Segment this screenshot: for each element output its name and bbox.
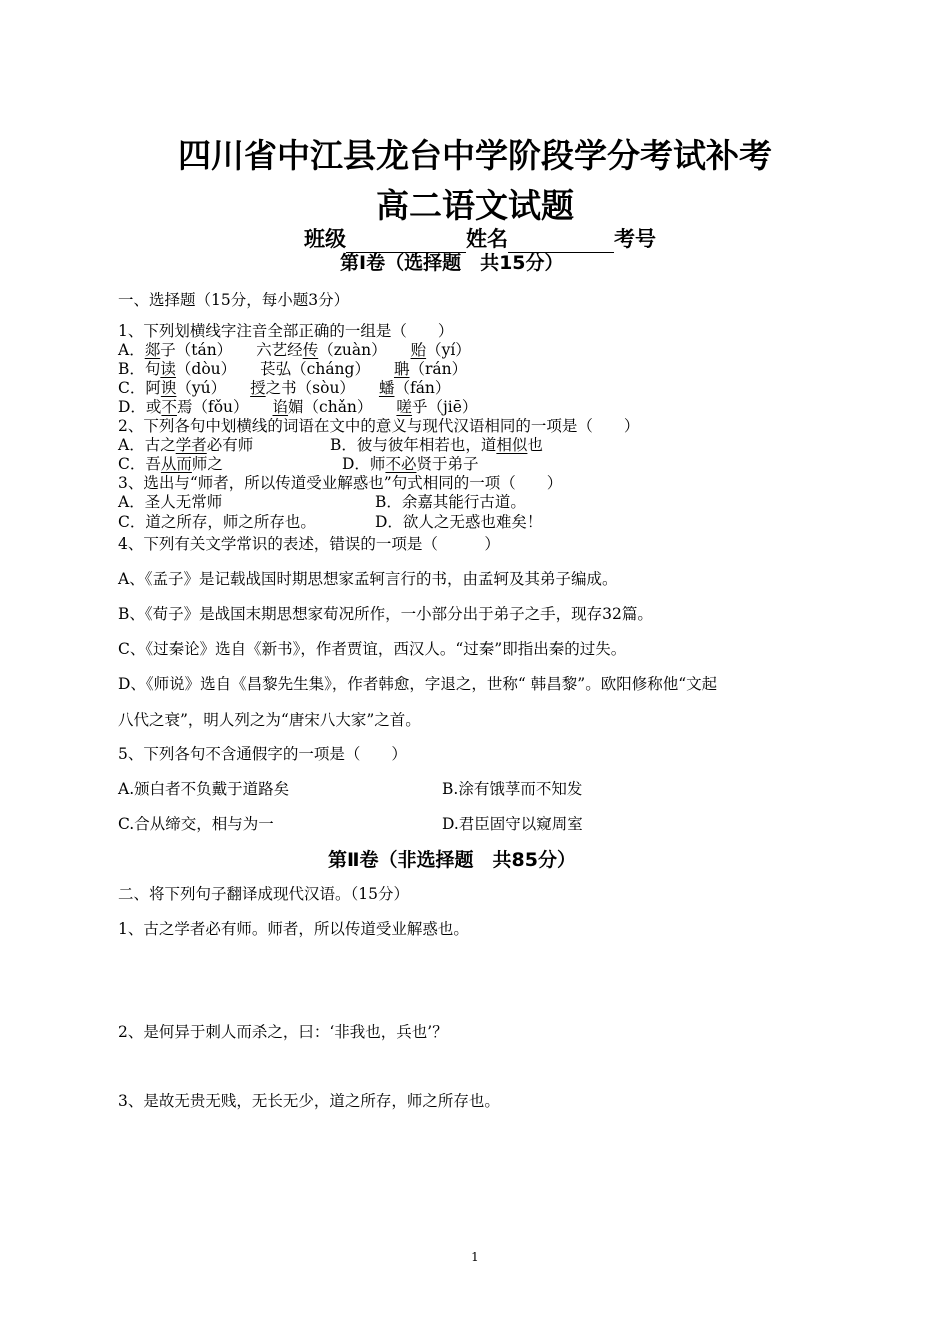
- section2-title: 二、将下列句子翻译成现代汉语。（15分）: [118, 885, 409, 903]
- part1-heading: 第Ⅰ卷（选择题 共15分）: [340, 252, 564, 274]
- q3-option-b: B．余嘉其能行古道。: [375, 493, 526, 511]
- name-label: 姓名: [466, 227, 508, 251]
- q3-stem: 3、选出与“师者，所以传道受业解惑也”句式相同的一项（ ）: [118, 474, 563, 492]
- q5-stem: 5、下列各句不含通假字的一项是（ ）: [118, 745, 407, 763]
- number-label: 考号: [614, 227, 656, 251]
- exam-subtitle: 高二语文试题: [376, 186, 574, 225]
- q1-option-a: A．郯子（tán） 六艺经传（zuàn） 贻（yí）: [118, 341, 471, 359]
- exam-title: 四川省中江县龙台中学阶段学分考试补考: [178, 136, 772, 175]
- translate-sentence-3: 3、是故无贵无贱，无长无少，道之所存，师之所存也。: [118, 1092, 500, 1110]
- q5-option-b: B.涂有饿莩而不知发: [442, 780, 583, 798]
- q4-option-a: A、《孟子》是记载战国时期思想家孟轲言行的书，由孟轲及其弟子编成。: [118, 570, 618, 588]
- q1-option-d: D．或不焉（fǒu） 谄媚（chǎn） 嗟乎（jiē）: [118, 398, 478, 416]
- q2-option-c: C．吾从而师之: [118, 455, 223, 473]
- q1-stem: 1、下列划横线字注音全部正确的一组是（ ）: [118, 322, 454, 340]
- q4-option-b: B、《荀子》是战国末期思想家荀况所作，一小部分出于弟子之手，现存32篇。: [118, 605, 653, 623]
- translate-sentence-2: 2、是何异于刺人而杀之，曰：‘非我也，兵也’？: [118, 1023, 448, 1041]
- q2-option-b: B．彼与彼年相若也，道相似也: [330, 436, 543, 454]
- page-number: 1: [471, 1250, 479, 1264]
- q4-option-d-line2: 八代之衰”，明人列之为“唐宋八大家”之首。: [118, 711, 421, 729]
- q2-option-d: D．师不必贤于弟子: [342, 455, 479, 473]
- q4-option-d-line1: D、《师说》选自《昌黎先生集》，作者韩愈，字退之，世称“ 韩昌黎”。欧阳修称他“文起: [118, 675, 718, 693]
- q3-option-d: D．欲人之无惑也难矣！: [375, 513, 543, 531]
- q5-option-d: D.君臣固守以窥周室: [442, 815, 583, 833]
- q5-option-a: A.颁白者不负戴于道路矣: [118, 780, 290, 798]
- section1-title: 一、选择题（15分，每小题3分）: [118, 291, 350, 309]
- q1-option-c: C．阿谀（yú） 授之书（sòu） 蟠（fán）: [118, 379, 451, 397]
- q4-stem: 4、下列有关文学常识的表述，错误的一项是（ ）: [118, 535, 500, 553]
- q2-stem: 2、下列各句中划横线的词语在文中的意义与现代汉语相同的一项是（ ）: [118, 417, 640, 435]
- q3-option-a: A．圣人无常师: [118, 493, 223, 511]
- part2-heading: 第Ⅱ卷（非选择题 共85分）: [328, 849, 576, 871]
- q1-option-b: B．句读（dòu） 苌弘（cháng） 聃（rán）: [118, 360, 468, 378]
- q3-option-c: C．道之所存，师之所存也。: [118, 513, 316, 531]
- translate-sentence-1: 1、古之学者必有师。师者，所以传道受业解惑也。: [118, 920, 469, 938]
- class-label: 班级: [304, 227, 346, 251]
- q2-option-a: A．古之学者必有师: [118, 436, 254, 454]
- q4-option-c: C、《过秦论》选自《新书》，作者贾谊，西汉人。“过秦”即指出秦的过失。: [118, 640, 627, 658]
- q5-option-c: C.合从缔交，相与为一: [118, 815, 274, 833]
